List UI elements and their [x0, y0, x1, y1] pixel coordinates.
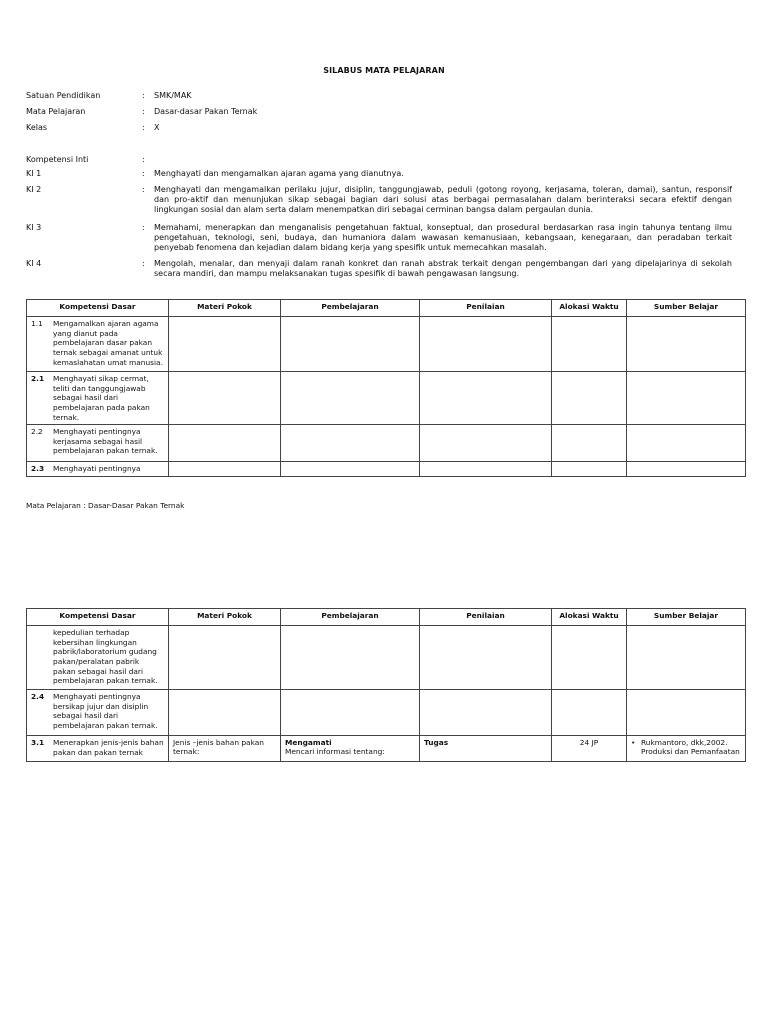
ki-colon: : [142, 185, 145, 195]
kd-text: Menerapkan jenis-jenis bahan pakan dan pakan ternak [53, 738, 164, 757]
alokasi-cell [552, 626, 627, 690]
kd-cell [27, 736, 169, 762]
penilaian-cell [420, 425, 552, 462]
sumber-cell [627, 425, 746, 462]
silabus-table-1 [26, 299, 746, 477]
ki-label: KI 4 [26, 259, 42, 269]
kd-text: Mengamalkan ajaran agama yang dianut pada pembelajaran dasar pakan ternak sebagai amanat untuk kemaslahatan umat manusia. [53, 319, 163, 367]
pembelajaran-cell [281, 736, 420, 762]
alokasi-cell [552, 317, 627, 372]
materi-text: Jenis –jenis bahan pakan ternak: [173, 738, 264, 757]
header-alokasi-waktu: Alokasi Waktu [552, 609, 627, 626]
kompetensi-inti-block [26, 155, 732, 285]
table-header-row [27, 300, 746, 317]
page-footer: Mata Pelajaran : Dasar-Dasar Pakan Ternak [26, 501, 185, 510]
ki-text: Memahami, menerapkan dan menganalisis pengetahuan faktual, konseptual, dan prosedural berdasarkan rasa ingin tahunya tentang ilmu pengetahuan, teknologi, seni, budaya, dan humaniora dalam wawasan kemanusiaan, kebangsaan, kenegaraan, dan peradaban terkait penyebab fenomena dan kejadian dalam bidang kerja yang spesifik untuk memecahkan masalah. [154, 222, 732, 252]
header-kompetensi-dasar: Kompetensi Dasar [27, 300, 169, 317]
silabus-table-2 [26, 608, 746, 762]
table-row [27, 626, 746, 690]
ki-colon: : [142, 222, 145, 232]
kd-number: 1.1 [31, 319, 43, 328]
info-label: Satuan Pendidikan [26, 91, 101, 100]
kd-number: 2.3 [31, 464, 45, 474]
penilaian-cell [420, 372, 552, 425]
identity-block [26, 91, 732, 139]
table-row [27, 462, 746, 477]
penilaian-cell [420, 462, 552, 477]
kd-number: 3.1 [31, 738, 45, 747]
table-row [27, 736, 746, 762]
ki-label: KI 1 [26, 169, 42, 178]
ki-row [26, 169, 732, 179]
table-row [27, 425, 746, 462]
pembelajaran-cell [281, 626, 420, 690]
header-sumber-belajar: Sumber Belajar [627, 609, 746, 626]
table-row [27, 690, 746, 736]
info-value: X [154, 123, 160, 133]
kd-text: Menghayati pentingnya kerjasama sebagai hasil pembelajaran pakan ternak. [53, 427, 158, 456]
alokasi-cell [552, 736, 627, 762]
alokasi-text: 24 JP [579, 738, 599, 747]
info-row [26, 107, 732, 117]
header-materi-pokok: Materi Pokok [169, 300, 281, 317]
materi-cell [169, 690, 281, 736]
penilaian-cell [420, 626, 552, 690]
penilaian-cell [420, 690, 552, 736]
kd-cell [27, 425, 169, 462]
materi-cell [169, 462, 281, 477]
header-penilaian: Penilaian [420, 300, 552, 317]
table-row [27, 372, 746, 425]
header-alokasi-waktu: Alokasi Waktu [552, 300, 627, 317]
info-colon: : [142, 123, 145, 133]
materi-cell [169, 317, 281, 372]
info-colon: : [142, 107, 145, 117]
sumber-text: Rukmantoro, dkk,2002. Produksi dan Pemanfaatan [641, 738, 740, 757]
alokasi-cell [552, 690, 627, 736]
sumber-cell [627, 372, 746, 425]
materi-cell [169, 736, 281, 762]
info-colon: : [142, 91, 145, 100]
ki-heading-label: Kompetensi Inti [26, 155, 89, 164]
materi-cell [169, 372, 281, 425]
kd-cell [27, 462, 169, 477]
materi-cell [169, 425, 281, 462]
kd-number: 2.1 [31, 374, 45, 383]
header-materi-pokok: Materi Pokok [169, 609, 281, 626]
ki-text: Menghayati dan mengamalkan perilaku jujur, disiplin, tanggungjawab, peduli (gotong royong, kerjasama, toleran, damai), santun, responsif dan pro-aktif dan menunjukan sikap sebagai bagian dari solusi atas berbagai permasalahan dalam berinteraksi secara efektif dengan lingkungan sosial dan alam serta dalam menempatkan diri sebagai cerminan bangsa dalam pergaulan dunia. [154, 185, 732, 215]
sumber-cell [627, 626, 746, 690]
ki-label: KI 2 [26, 185, 42, 195]
ki-text: Mengolah, menalar, dan menyaji dalam ranah konkret dan ranah abstrak terkait dengan pengembangan dari yang dipelajarinya di sekolah secara mandiri, dan mampu melaksanakan tugas spesifik di bawah pengawasan langsung. [154, 259, 732, 279]
table-header-row [27, 609, 746, 626]
pembelajaran-cell [281, 317, 420, 372]
kd-number: 2.4 [31, 692, 45, 701]
penilaian-text: Tugas [424, 738, 449, 747]
pembelajaran-text: Mencari informasi tentang: [285, 747, 385, 757]
header-penilaian: Penilaian [420, 609, 552, 626]
sumber-cell [627, 690, 746, 736]
kd-text: Menghayati sikap cermat, teliti dan tanggungjawab sebagai hasil dari pembelajaran pada pakan ternak. [53, 374, 150, 422]
sumber-cell [627, 736, 746, 762]
ki-text: Menghayati dan mengamalkan ajaran agama yang dianutnya. [154, 169, 404, 178]
pembelajaran-cell [281, 425, 420, 462]
kd-cell [27, 317, 169, 372]
pembelajaran-title: Mengamati [285, 738, 332, 747]
alokasi-cell [552, 372, 627, 425]
ki-row [26, 185, 732, 215]
ki-colon: : [142, 155, 145, 164]
kd-cell [27, 690, 169, 736]
materi-cell [169, 626, 281, 690]
info-value: SMK/MAK [154, 91, 192, 100]
info-row [26, 91, 732, 101]
ki-colon: : [142, 169, 145, 178]
header-pembelajaran: Pembelajaran [281, 300, 420, 317]
penilaian-cell [420, 736, 552, 762]
info-value: Dasar-dasar Pakan Ternak [154, 107, 258, 117]
ki-heading-value [154, 155, 732, 165]
pembelajaran-cell [281, 372, 420, 425]
info-label: Kelas [26, 123, 48, 133]
kd-number: 2.2 [31, 427, 43, 437]
kd-text: kepedulian terhadap kebersihan lingkungan pabrik/laboratorium gudang pakan/peralatan pabrik pakan sebagai hasil dari pembelajaran pakan ternak. [53, 628, 158, 686]
penilaian-cell [420, 317, 552, 372]
sumber-cell [627, 462, 746, 477]
header-sumber-belajar: Sumber Belajar [627, 300, 746, 317]
ki-row [26, 259, 732, 279]
kd-cell [27, 626, 169, 690]
ki-label: KI 3 [26, 222, 42, 232]
alokasi-cell [552, 462, 627, 477]
pembelajaran-cell [281, 462, 420, 477]
info-label: Mata Pelajaran [26, 107, 86, 117]
header-pembelajaran: Pembelajaran [281, 609, 420, 626]
pembelajaran-cell [281, 690, 420, 736]
kd-text: Menghayati pentingnya [53, 464, 141, 474]
alokasi-cell [552, 425, 627, 462]
ki-heading-row [26, 155, 732, 165]
kd-text: Menghayati pentingnya bersikap jujur dan disiplin sebagai hasil dari pembelajaran pakan ternak. [53, 692, 158, 730]
kd-number [31, 628, 53, 686]
ki-row [26, 223, 732, 253]
kd-cell [27, 372, 169, 425]
header-kompetensi-dasar: Kompetensi Dasar [27, 609, 169, 626]
ki-colon: : [142, 259, 145, 269]
document-title: SILABUS MATA PELAJARAN [323, 66, 445, 75]
sumber-cell [627, 317, 746, 372]
table-row [27, 317, 746, 372]
info-row [26, 123, 732, 133]
bullet-icon: • [631, 738, 636, 747]
